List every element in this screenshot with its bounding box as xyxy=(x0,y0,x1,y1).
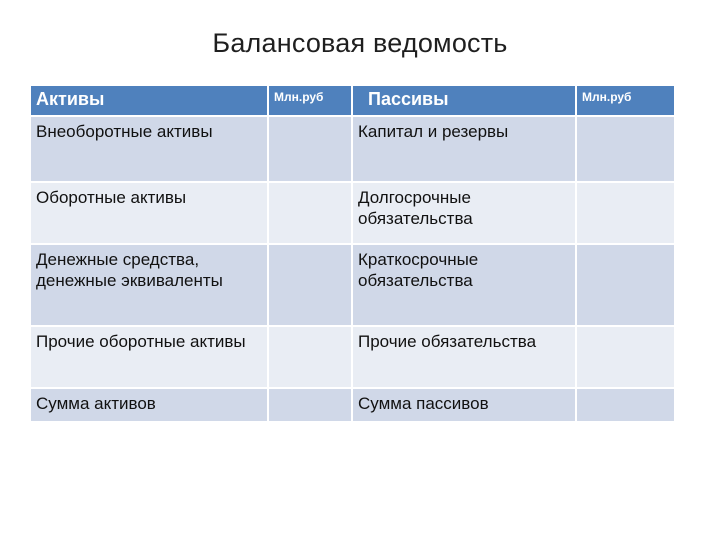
liability-total-cell: Сумма пассивов xyxy=(352,388,576,422)
liability-cell: Краткосрочные обязательства xyxy=(352,244,576,326)
asset-value-cell xyxy=(268,244,352,326)
table-header-row xyxy=(30,85,675,116)
asset-cell: Оборотные активы xyxy=(30,182,268,244)
header-liabilities-unit: Млн.руб xyxy=(576,85,675,116)
liability-cell: Долгосрочные обязательства xyxy=(352,182,576,244)
header-assets: Активы xyxy=(30,85,268,116)
liability-value-cell xyxy=(576,388,675,422)
liability-value-cell xyxy=(576,116,675,182)
asset-cell: Прочие оборотные активы xyxy=(30,326,268,388)
asset-total-cell: Сумма активов xyxy=(30,388,268,422)
header-assets-unit: Млн.руб xyxy=(268,85,352,116)
table-row xyxy=(30,244,675,326)
table-row xyxy=(30,326,675,388)
asset-value-cell xyxy=(268,388,352,422)
header-liabilities: Пассивы xyxy=(352,85,576,116)
asset-cell: Денежные средства, денежные эквиваленты xyxy=(30,244,268,326)
liability-value-cell xyxy=(576,326,675,388)
balance-sheet-table xyxy=(29,84,676,423)
asset-value-cell xyxy=(268,116,352,182)
asset-cell: Внеоборотные активы xyxy=(30,116,268,182)
asset-value-cell xyxy=(268,326,352,388)
page-title: Балансовая ведомость xyxy=(212,28,508,58)
table-row xyxy=(30,182,675,244)
table-row xyxy=(30,388,675,422)
liability-value-cell xyxy=(576,182,675,244)
liability-cell: Капитал и резервы xyxy=(352,116,576,182)
asset-value-cell xyxy=(268,182,352,244)
liability-value-cell xyxy=(576,244,675,326)
table-row xyxy=(30,116,675,182)
liability-cell: Прочие обязательства xyxy=(352,326,576,388)
